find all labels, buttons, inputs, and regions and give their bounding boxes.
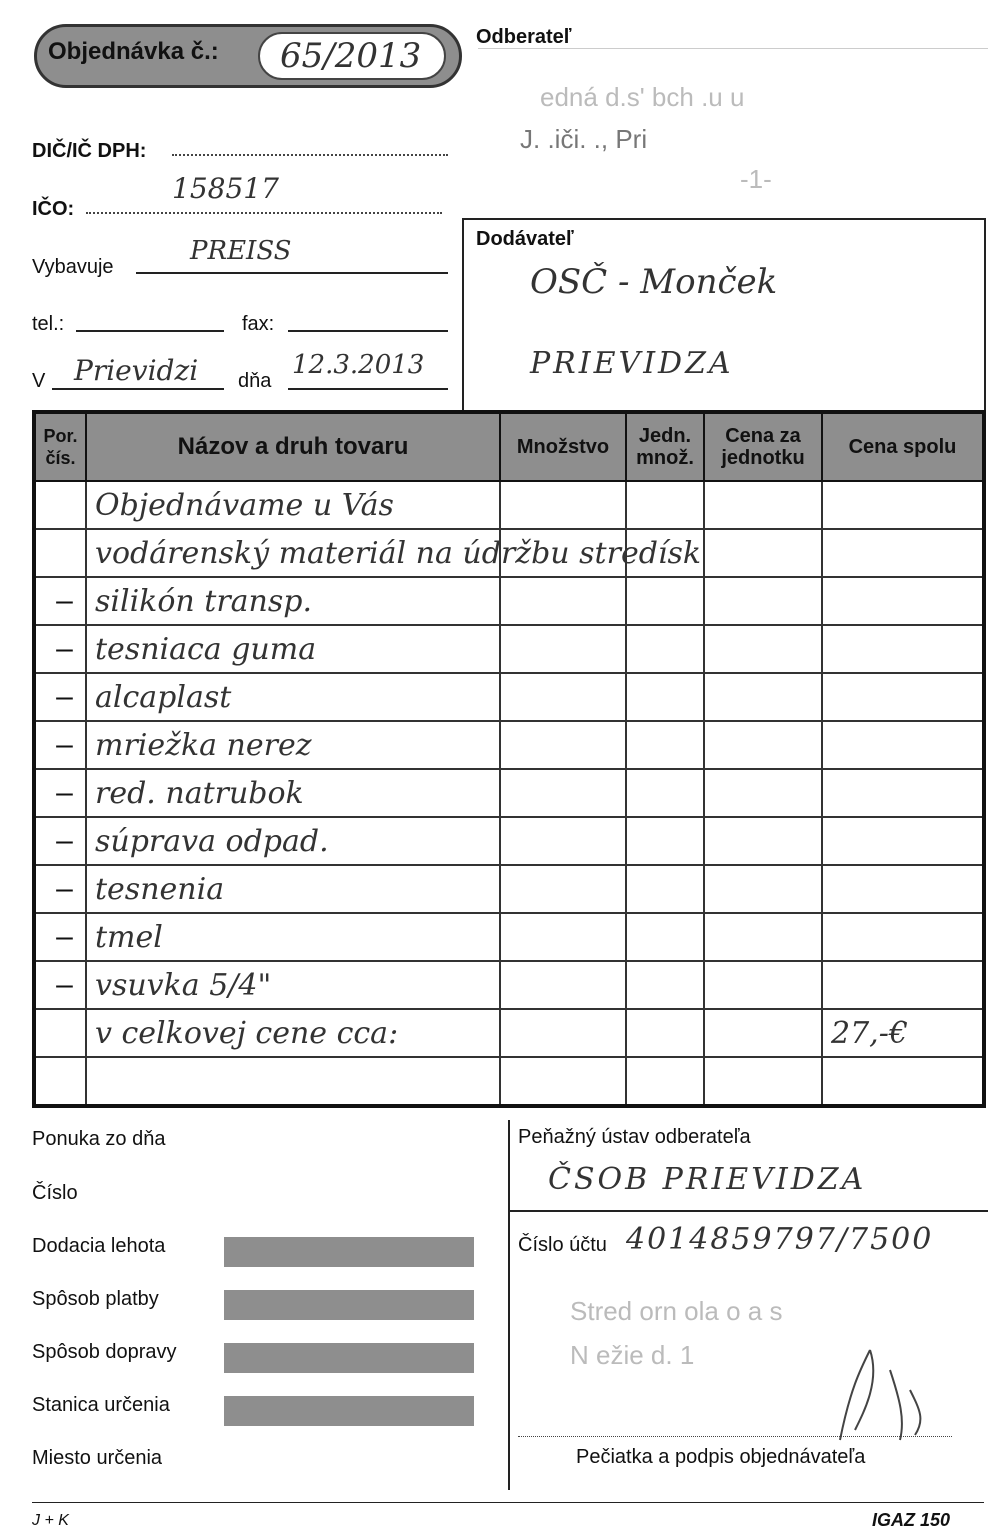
row-total[interactable] — [822, 817, 984, 865]
ico-field[interactable] — [86, 212, 442, 214]
bank-divider — [510, 1210, 988, 1212]
row-number[interactable] — [34, 625, 86, 673]
row-unit[interactable] — [626, 817, 704, 865]
row-unit-price[interactable] — [704, 481, 822, 529]
ico-value: 158517 — [172, 172, 279, 205]
payment-label: Spôsob platby — [32, 1288, 159, 1310]
row-unit[interactable] — [626, 577, 704, 625]
row-qty[interactable] — [500, 769, 626, 817]
row-number[interactable] — [34, 961, 86, 1009]
station-label: Stanica určenia — [32, 1394, 170, 1416]
vybavuje-label: Vybavuje — [32, 256, 114, 278]
row-item-text[interactable] — [86, 1057, 500, 1106]
row-item-text-text: alcaplast — [95, 679, 232, 715]
table-row — [34, 961, 984, 1009]
items-table — [32, 410, 986, 1108]
row-unit-price[interactable] — [704, 961, 822, 1009]
tel-field[interactable] — [76, 330, 224, 332]
signature-label: Pečiatka a podpis objednávateľa — [576, 1446, 866, 1468]
row-total[interactable] — [822, 769, 984, 817]
col-header-qty: Množstvo — [500, 412, 626, 481]
row-item-text[interactable] — [86, 625, 500, 673]
row-item-text[interactable] — [86, 481, 500, 529]
fax-label: fax: — [242, 313, 275, 335]
row-number-text: – — [56, 920, 73, 953]
row-item-text-text: silikón transp. — [95, 583, 313, 619]
row-item-text-text: vodárenský materiál na údržbu stredísk — [95, 535, 702, 571]
transport-field[interactable] — [224, 1343, 474, 1373]
row-number[interactable] — [34, 817, 86, 865]
stamp-faded-line1: Stred orn ola o a s — [570, 1296, 783, 1326]
row-item-text[interactable] — [86, 529, 702, 577]
place-label: V — [32, 370, 46, 392]
offer-label: Ponuka zo dňa — [32, 1128, 166, 1150]
table-row — [34, 721, 984, 769]
row-unit[interactable] — [626, 625, 704, 673]
row-number[interactable] — [34, 913, 86, 961]
row-number[interactable] — [34, 721, 86, 769]
footer-line — [32, 1502, 984, 1503]
tel-label: tel.: — [32, 313, 65, 335]
row-number[interactable] — [34, 1057, 86, 1106]
row-qty[interactable] — [500, 1057, 626, 1106]
payment-field[interactable] — [224, 1290, 474, 1320]
row-item-text-text: vsuvka 5/4" — [95, 967, 272, 1003]
table-row — [34, 817, 984, 865]
footer-left: J + K — [32, 1512, 69, 1529]
table-row — [34, 769, 984, 817]
fax-field[interactable] — [288, 330, 448, 332]
col-header-num: Por. čís. — [34, 412, 86, 481]
row-total[interactable] — [822, 865, 984, 913]
row-item-text-text: red. natrubok — [95, 775, 304, 811]
row-total[interactable] — [822, 961, 984, 1009]
row-total[interactable] — [822, 673, 984, 721]
row-total[interactable] — [822, 577, 984, 625]
delivery-label: Dodacia lehota — [32, 1235, 166, 1257]
destination-label: Miesto určenia — [32, 1447, 163, 1469]
row-unit[interactable] — [626, 769, 704, 817]
row-qty[interactable] — [500, 913, 626, 961]
row-unit[interactable] — [626, 721, 704, 769]
row-number-text: – — [56, 776, 73, 809]
row-item-text-text: tesniaca guma — [95, 631, 317, 667]
row-qty[interactable] — [500, 625, 626, 673]
row-unit-price[interactable] — [704, 1057, 822, 1106]
row-item-text-text: mriežka nerez — [95, 727, 312, 763]
row-total[interactable] — [822, 1009, 984, 1057]
table-header-row — [34, 412, 984, 481]
table-row — [34, 481, 984, 529]
row-unit[interactable] — [626, 481, 704, 529]
number-label: Číslo — [32, 1182, 78, 1204]
row-qty[interactable] — [500, 817, 626, 865]
row-unit-price[interactable] — [704, 913, 822, 961]
vybavuje-field[interactable] — [136, 272, 448, 274]
customer-faded-line1: edná d.s' bch .u u — [540, 82, 745, 112]
row-item-text[interactable] — [86, 769, 500, 817]
row-item-text[interactable] — [86, 961, 500, 1009]
row-number[interactable] — [34, 673, 86, 721]
supplier-city: PRIEVIDZA — [530, 346, 734, 381]
place-field[interactable] — [52, 388, 224, 390]
signature-mark — [820, 1330, 940, 1450]
row-item-text[interactable] — [86, 577, 500, 625]
station-field[interactable] — [224, 1396, 474, 1426]
date-value: 12.3.2013 — [292, 350, 425, 380]
table-row — [34, 529, 984, 577]
ico-label: IČO: — [32, 198, 75, 220]
row-unit-price[interactable] — [704, 769, 822, 817]
row-unit[interactable] — [626, 1009, 704, 1057]
dic-label: DIČ/IČ DPH: — [32, 140, 147, 162]
row-number[interactable] — [34, 1009, 86, 1057]
row-qty[interactable] — [500, 721, 626, 769]
order-number: 65/2013 — [280, 36, 422, 76]
row-item-text-text: v celkovej cene cca: — [95, 1015, 399, 1051]
customer-faded-line2: J. .iči. ., Pri — [520, 124, 648, 154]
row-item-text[interactable] — [86, 817, 500, 865]
table-row — [34, 577, 984, 625]
date-label: dňa — [238, 370, 272, 392]
table-row — [34, 865, 984, 913]
row-qty[interactable] — [500, 577, 626, 625]
row-qty[interactable] — [500, 481, 626, 529]
row-number[interactable] — [34, 529, 86, 577]
customer-divider — [478, 48, 988, 49]
row-unit[interactable] — [626, 865, 704, 913]
row-item-text[interactable] — [86, 673, 500, 721]
transport-label: Spôsob dopravy — [32, 1341, 177, 1363]
row-qty[interactable] — [500, 673, 626, 721]
bank-value: ČSOB PRIEVIDZA — [548, 1162, 867, 1197]
footer-right: IGAZ 150 — [872, 1510, 951, 1530]
account-value: 4014859797/7500 — [626, 1222, 934, 1257]
row-unit-price[interactable] — [704, 721, 822, 769]
row-unit-price[interactable] — [704, 1009, 822, 1057]
row-unit[interactable] — [626, 673, 704, 721]
row-item-text-text: Objednávame u Vás — [95, 487, 394, 523]
table-row — [34, 913, 984, 961]
supplier-name: OSČ - Monček — [530, 262, 778, 302]
row-item-text[interactable] — [86, 1009, 500, 1057]
row-number[interactable] — [34, 769, 86, 817]
bottom-divider — [508, 1120, 510, 1490]
row-number-text: – — [56, 680, 73, 713]
row-total[interactable] — [822, 481, 984, 529]
row-qty[interactable] — [500, 961, 626, 1009]
row-unit-price[interactable] — [704, 529, 822, 577]
row-number-text: – — [56, 872, 73, 905]
row-unit-price[interactable] — [704, 577, 822, 625]
row-unit[interactable] — [626, 913, 704, 961]
row-qty[interactable] — [500, 865, 626, 913]
bank-label: Peňažný ústav odberateľa — [518, 1126, 751, 1148]
row-number[interactable] — [34, 481, 86, 529]
row-total[interactable] — [822, 625, 984, 673]
col-header-unit-price: Cena za jednotku — [704, 412, 822, 481]
delivery-field[interactable] — [224, 1237, 474, 1267]
row-unit-price[interactable] — [704, 673, 822, 721]
row-item-text[interactable] — [86, 913, 500, 961]
customer-faded-line3: -1- — [740, 164, 772, 194]
row-number-text: – — [56, 728, 73, 761]
row-unit-price[interactable] — [704, 817, 822, 865]
row-number-text: – — [56, 584, 73, 617]
row-total-text: 27,-€ — [831, 1015, 908, 1051]
customer-label: Odberateľ — [476, 26, 572, 48]
row-number-text: – — [56, 968, 73, 1001]
row-item-text-text: tesnenia — [95, 871, 225, 907]
row-unit[interactable] — [626, 961, 704, 1009]
table-row — [34, 673, 984, 721]
table-row — [34, 1057, 984, 1106]
row-item-text[interactable] — [86, 721, 500, 769]
col-header-name: Názov a druh tovaru — [86, 412, 500, 481]
place-value: Prievidzi — [74, 354, 199, 387]
account-label: Číslo účtu — [518, 1234, 607, 1256]
table-row — [34, 625, 984, 673]
stamp-faded-line2: N ežie d. 1 — [570, 1340, 695, 1370]
row-number[interactable] — [34, 865, 86, 913]
row-total[interactable] — [822, 721, 984, 769]
col-header-total: Cena spolu — [822, 412, 984, 481]
signature-line — [518, 1436, 952, 1437]
row-qty[interactable] — [500, 1009, 626, 1057]
dic-field[interactable] — [172, 154, 448, 156]
row-item-text[interactable] — [86, 865, 500, 913]
table-row — [34, 1009, 984, 1057]
row-unit[interactable] — [626, 1057, 704, 1106]
row-total[interactable] — [822, 529, 984, 577]
row-number-text: – — [56, 824, 73, 857]
row-item-text-text: tmel — [95, 919, 163, 955]
row-total[interactable] — [822, 913, 984, 961]
date-field[interactable] — [288, 388, 448, 390]
row-total[interactable] — [822, 1057, 984, 1106]
row-number-text: – — [56, 632, 73, 665]
row-item-text-text: súprava odpad. — [95, 823, 329, 859]
col-header-unit: Jedn. množ. — [626, 412, 704, 481]
vybavuje-value: PREISS — [190, 236, 292, 266]
order-title: Objednávka č.: — [48, 38, 219, 65]
row-unit-price[interactable] — [704, 625, 822, 673]
row-number[interactable] — [34, 577, 86, 625]
row-unit-price[interactable] — [704, 865, 822, 913]
supplier-label: Dodávateľ — [476, 228, 574, 250]
